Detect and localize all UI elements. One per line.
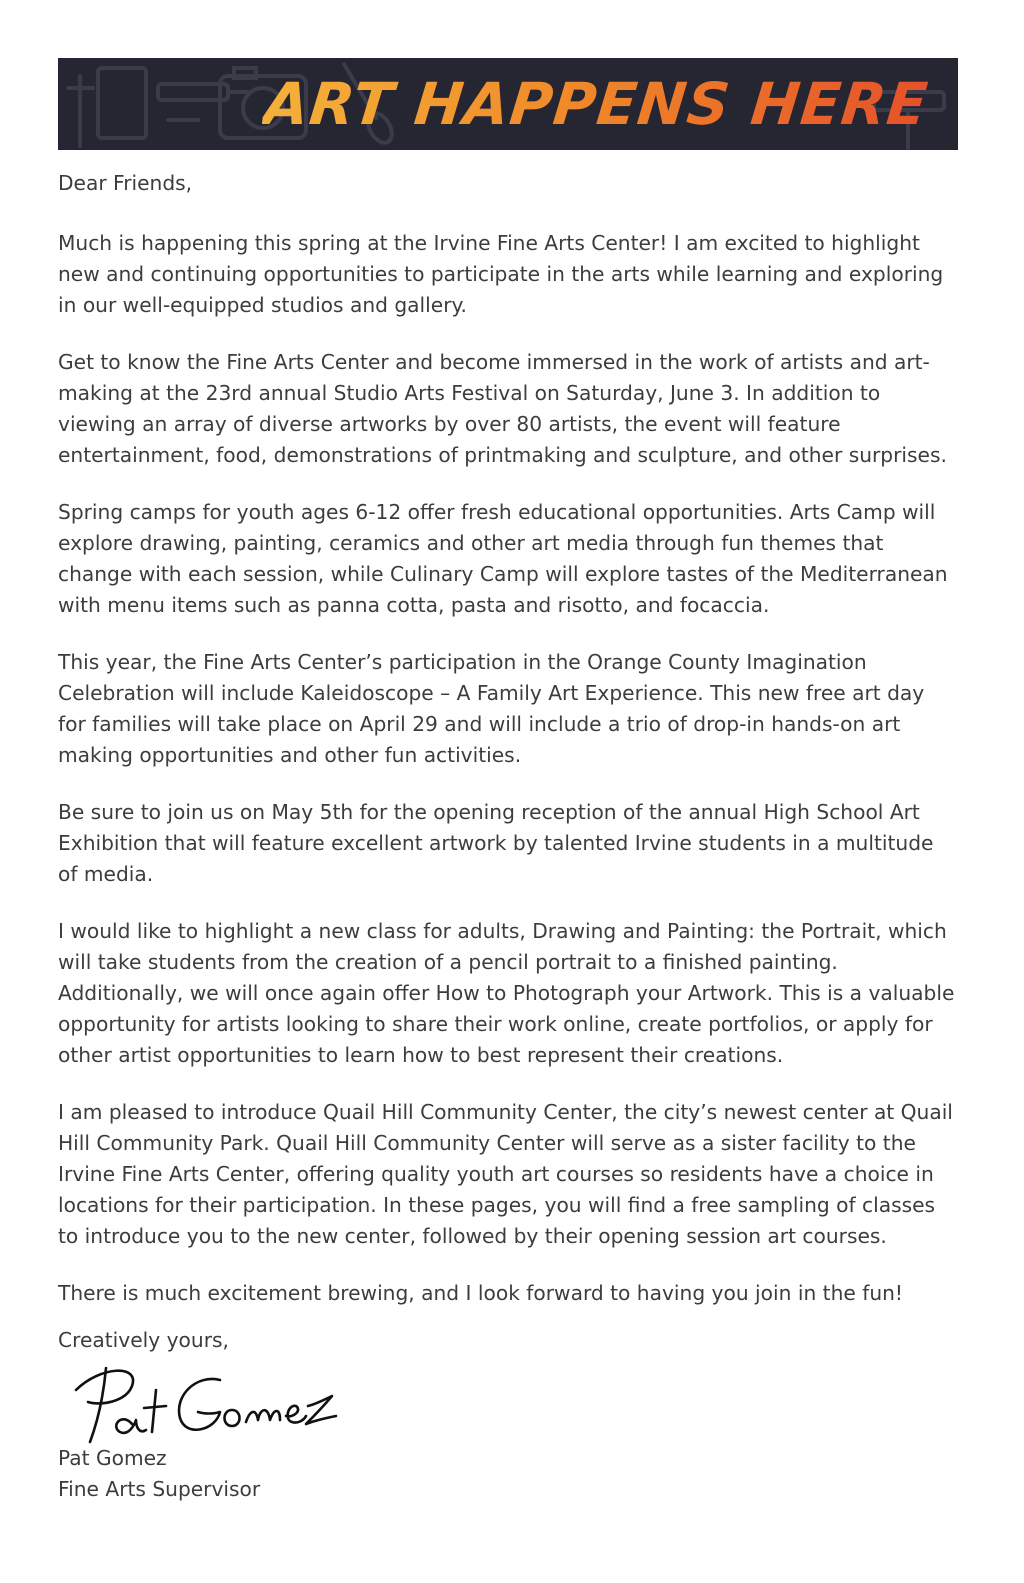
signer-name: Pat Gomez <box>58 1446 167 1470</box>
handwritten-signature <box>70 1360 340 1450</box>
letter-body <box>58 168 958 1335</box>
letter-paragraph: Much is happening this spring at the Irvine Fine Arts Center! I am excited to highlight new and continuing opportunities to participate in the arts while learning and exploring in our well-equipped studios and gallery. <box>58 231 944 317</box>
letter-paragraph: This year, the Fine Arts Center’s participation in the Orange County Imagination Celebration will include Kaleidoscope – A Family Art Experience. This new free art day for families will take place on April 29 and will include a trio of drop-in hands-on art making opportunities and other fun activities. <box>58 650 925 767</box>
letter-paragraph: Spring camps for youth ages 6-12 offer fresh educational opportunities. Arts Camp will explore drawing, painting, ceramics and other art media through fun themes that change with each session, while Culinary Camp will explore tastes of the Mediterranean with menu items such as panna cotta, pasta and risotto, and focaccia. <box>58 500 948 617</box>
paint-tube-icon <box>158 84 248 120</box>
letter-paragraph: There is much excitement brewing, and I look forward to having you join in the fun! <box>58 1281 903 1305</box>
header-banner <box>58 58 958 150</box>
banner-title: ART HAPPENS HERE <box>260 62 933 146</box>
easel-icon <box>68 68 146 146</box>
signer-title: Fine Arts Supervisor <box>58 1477 261 1501</box>
salutation: Dear Friends, <box>58 171 193 195</box>
closing-line: Creatively yours, <box>58 1328 229 1352</box>
letter-paragraph: I would like to highlight a new class for adults, Drawing and Painting: the Portrait, which will take students from the creation of a pencil portrait to a finished painting. Additionally, we will once again offer How to Photograph your Artwork. This is a valuable opportunity for artists looking to share their work online, create portfolios, or apply for other artist opportunities to learn how to best represent their creations. <box>58 919 955 1067</box>
letter-paragraph: I am pleased to introduce Quail Hill Community Center, the city’s newest center at Quail Hill Community Park. Quail Hill Community Center will serve as a sister facility to the Irvine Fine Arts Center, offering quality youth art courses so residents have a choice in locations for their participation. In these pages, you will find a free sampling of classes to introduce you to the new center, followed by their opening session art courses. <box>58 1100 953 1248</box>
letter-paragraph: Get to know the Fine Arts Center and become immersed in the work of artists and art-making at the 23rd annual Studio Arts Festival on Saturday, June 3. In addition to viewing an array of diverse artworks by over 80 artists, the event will feature entertainment, food, demonstrations of printmaking and sculpture, and other surprises. <box>58 350 947 467</box>
letter-paragraph: Be sure to join us on May 5th for the opening reception of the annual High School Art Exhibition that will feature excellent artwork by talented Irvine students in a multitude of media. <box>58 800 934 886</box>
